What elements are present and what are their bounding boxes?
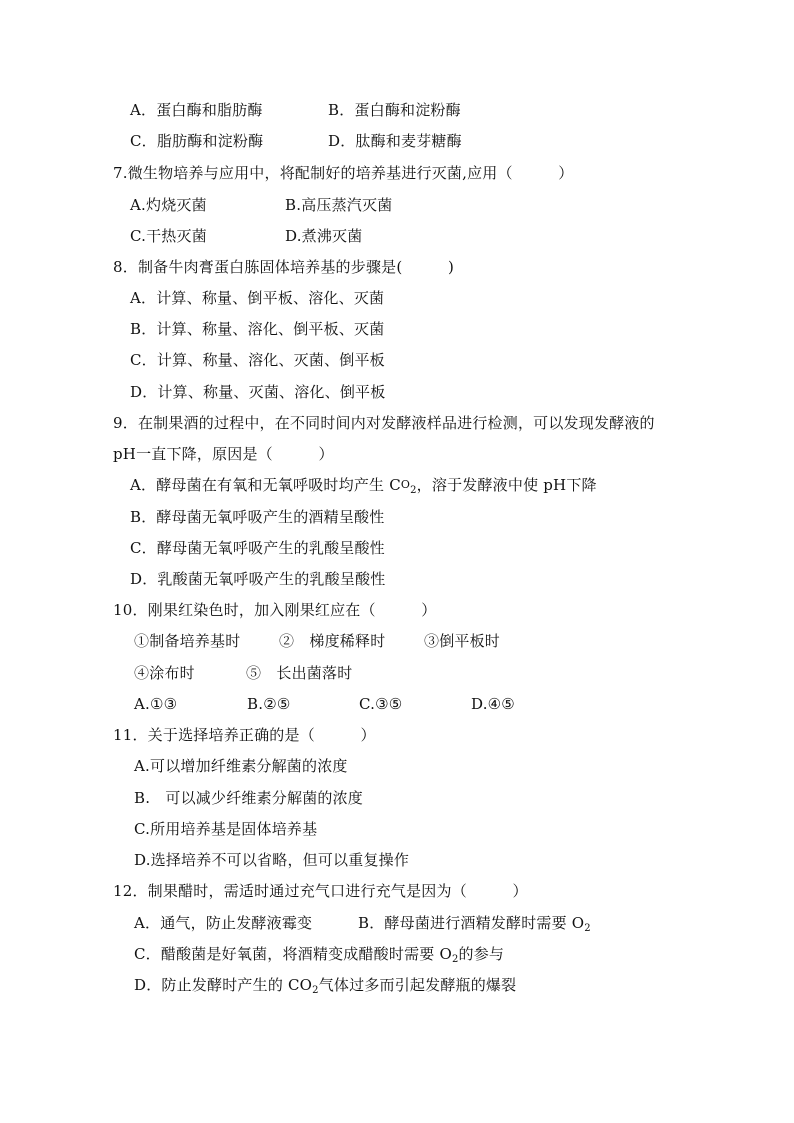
q7-option-c: C.干热灭菌 [130,227,207,245]
q10-stem: 10．刚果红染色时，加入刚果红应在（ ） [113,601,437,619]
q6-option-d: D．肽酶和麦芽糖酶 [328,132,462,150]
q9-option-a-text-start: A．酵母菌在有氧和无氧呼吸时均产生 C [130,476,401,494]
q9-stem-line2: pH一直下降，原因是（ ） [113,445,334,463]
q7-option-b: B.高压蒸汽灭菌 [285,196,393,214]
q9-option-a-subscript: 2 [410,485,417,496]
q10-statement-3: ③倒平板时 [424,632,501,650]
q7-option-d: D.煮沸灭菌 [285,227,363,245]
q11-option-d: D.选择培养不可以省略，但可以重复操作 [134,851,410,869]
q8-stem: 8．制备牛肉膏蛋白胨固体培养基的步骤是( ) [113,258,455,276]
q12-option-c-subscript: 2 [451,954,459,965]
q9-option-a-text-end: ，溶于发酵液中使 pH下降 [416,476,597,494]
q7-option-a: A.灼烧灭菌 [130,196,207,214]
q12-option-d [134,975,516,995]
q6-option-b: B．蛋白酶和淀粉酶 [328,101,461,119]
q10-statement-2: ② 梯度稀释时 [279,632,386,650]
q7-stem: 7.微生物培养与应用中，将配制好的培养基进行灭菌,应用（ ） [113,164,574,182]
q12-option-b-subscript: 2 [584,923,591,934]
q12-option-d-subscript: 2 [312,985,319,996]
q12-stem: 12．制果醋时，需适时通过充气口进行充气是因为（ ） [113,882,528,900]
q8-option-c: C．计算、称量、溶化、灭菌、倒平板 [130,351,385,369]
q11-option-c: C.所用培养基是固体培养基 [134,820,318,838]
q9-option-a [130,475,597,495]
q6-option-c: C．脂肪酶和淀粉酶 [130,132,264,150]
q12-option-b-text: B．酵母菌进行酒精发酵时需要 O [358,914,585,932]
q12-option-d-text-start: D．防止发酵时产生的 CO [134,976,313,994]
q10-option-a: A.①③ [134,695,178,713]
q8-option-a: A．计算、称量、倒平板、溶化、灭菌 [130,289,385,307]
q11-stem: 11．关于选择培养正确的是（ ） [113,726,376,744]
q12-option-c-text-end: 的参与 [458,945,505,963]
q9-option-c: C．酵母菌无氧呼吸产生的乳酸呈酸性 [130,539,385,557]
q6-option-a: A．蛋白酶和脂肪酶 [130,101,263,119]
q9-option-d: D．乳酸菌无氧呼吸产生的乳酸呈酸性 [130,570,386,588]
q8-option-b: B．计算、称量、溶化、倒平板、灭菌 [130,320,385,338]
q10-statement-1: ①制备培养基时 [134,632,241,650]
q12-option-c-text-start: C．醋酸菌是好氧菌，将酒精变成醋酸时需要 O [134,945,452,963]
q12-option-b [358,913,591,933]
q11-option-a: A.可以增加纤维素分解菌的浓度 [134,757,348,775]
q9-option-a-o: O [400,478,411,491]
q10-option-d: D.④⑤ [471,695,515,713]
q10-option-b: B.②⑤ [247,695,291,713]
q8-option-d: D．计算、称量、灭菌、溶化、倒平板 [130,383,386,401]
q10-option-c: C.③⑤ [359,695,403,713]
q11-option-b: B. 可以减少纤维素分解菌的浓度 [134,789,363,807]
q9-stem-line1: 9．在制果酒的过程中，在不同时间内对发酵液样品进行检测，可以发现发酵液的 [113,414,655,432]
q12-option-a: A．通气，防止发酵液霉变 [134,914,313,932]
q12-option-c [134,944,504,964]
q9-option-b: B．酵母菌无氧呼吸产生的酒精呈酸性 [130,508,385,526]
q10-statement-5: ⑤ 长出菌落时 [246,664,353,682]
q12-option-d-text-end: 气体过多而引起发酵瓶的爆裂 [318,976,517,994]
q10-statement-4: ④涂布时 [134,664,195,682]
